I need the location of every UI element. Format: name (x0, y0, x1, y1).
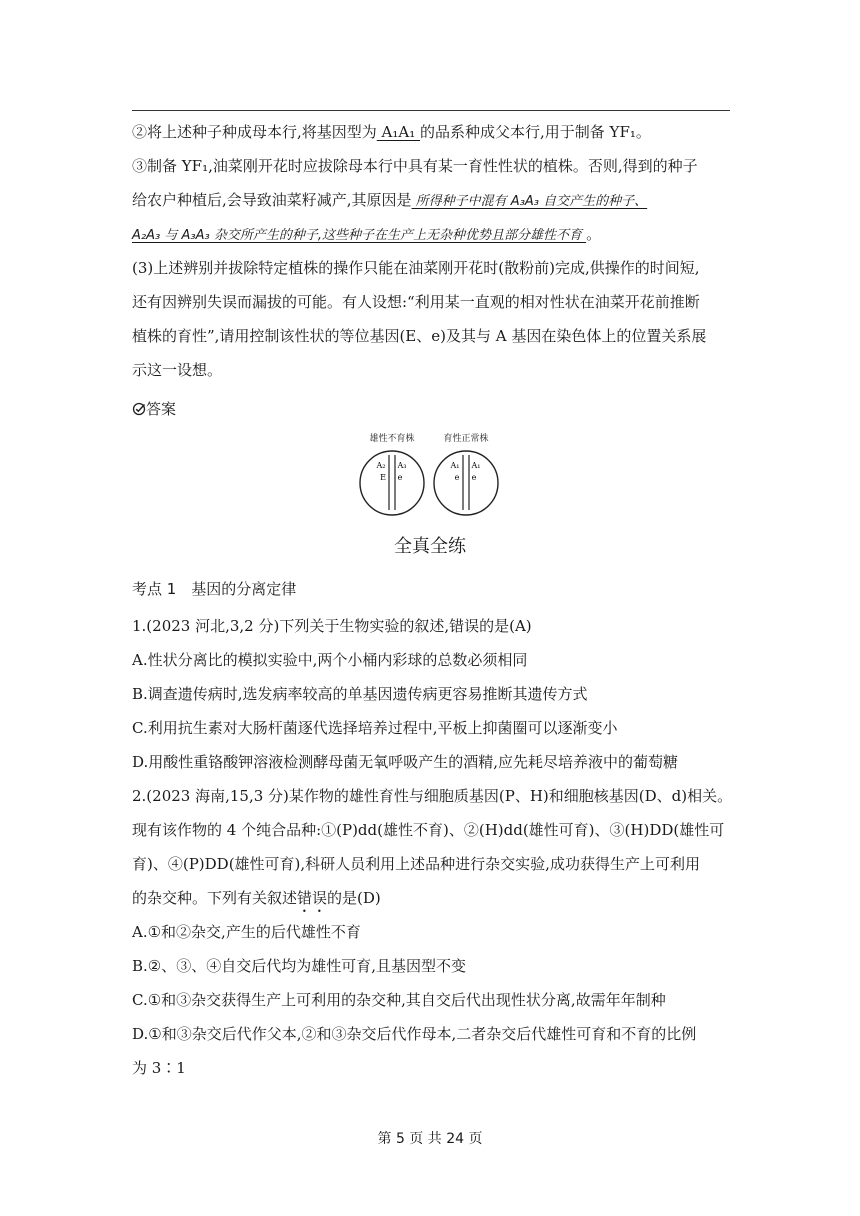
page-footer: 第 5 页 共 24 页 (377, 1131, 483, 1147)
option-d: D.用酸性重铬酸钾溶液检测酵母菌无氧呼吸产生的酒精,应先耗尽培养液中的葡萄糖 (132, 753, 679, 771)
option-d: D.①和③杂交后代作父本,②和③杂交后代作母本,二者杂交后代雄性可育和不育的比例 (132, 1025, 697, 1043)
answer-blank: 所得种子中混有 A₃A₃ 自交产生的种子、 (411, 194, 648, 209)
left-cell (360, 451, 424, 515)
gene-label: e (471, 473, 477, 482)
text-line (132, 360, 732, 380)
answer-label (132, 398, 176, 419)
text-segment: 给农户种植后,会导致油菜籽减产,其原因是 (132, 191, 412, 209)
text-segment: ③制备 YF₁,油菜刚开花时应拔除母本行中具有某一育性性状的植株。否则,得到的种子 (132, 157, 698, 175)
text-segment: 的杂交种。下列有关叙述 (132, 889, 298, 907)
text-line (132, 190, 732, 212)
chromosome-figure (355, 428, 505, 518)
answer-blank: A₁A₁ (376, 123, 421, 141)
topic-heading: 考点 1 基因的分离定律 (132, 580, 297, 598)
text-segment: 示这一设想。 (132, 361, 223, 379)
right-cell (434, 451, 498, 515)
section-title: 全真全练 (394, 536, 466, 557)
question-stem: 现有该作物的 4 个纯合品种:①(P)dd(雄性不育)、②(H)dd(雄性可育)、③(H)DD(雄性可 (132, 821, 725, 839)
text-line (132, 156, 732, 176)
answer-label-text: 答案 (146, 400, 177, 418)
text-line (132, 326, 732, 346)
right-cell-label: 育性正常株 (443, 434, 489, 444)
emphasized-word: 错误 (297, 889, 328, 907)
header-rule (132, 110, 730, 111)
answer-blank: A₂A₃ 与 A₃A₃ 杂交所产生的种子,这些种子在生产上无杂种优势且部分雄性不育 (132, 228, 587, 243)
option-d-continued: 为 3∶1 (132, 1059, 186, 1077)
text-line (132, 122, 732, 142)
option-b: B.调查遗传病时,选发病率较高的单基因遗传病更容易推断其遗传方式 (132, 685, 588, 703)
text-line (132, 292, 732, 312)
question-stem (132, 888, 732, 916)
gene-label: e (454, 473, 460, 482)
option-c: C.①和③杂交获得生产上可利用的杂交种,其自交后代出现性状分离,故需年年制种 (132, 991, 666, 1009)
text-segment: 的是(D) (327, 889, 381, 907)
check-circle-icon (132, 402, 146, 416)
gene-label: A₁ (450, 461, 460, 470)
gene-label: A₁ (471, 461, 481, 470)
option-c: C.利用抗生素对大肠杆菌逐代选择培养过程中,平板上抑菌圈可以逐渐变小 (132, 719, 618, 737)
option-b: B.②、③、④自交后代均为雄性可育,且基因型不变 (132, 957, 467, 975)
text-segment: ②将上述种子种成母本行,将基因型为 (132, 123, 377, 141)
gene-label: e (397, 473, 403, 482)
gene-label: A₃ (397, 461, 407, 470)
left-cell-label: 雄性不育株 (369, 434, 415, 444)
question-stem: 1.(2023 河北,3,2 分)下列关于生物实验的叙述,错误的是(A) (132, 617, 532, 635)
question-stem: 2.(2023 海南,15,3 分)某作物的雄性育性与细胞质基因(P、H)和细胞核基因(D、d)相关。 (132, 787, 733, 805)
text-segment: 。 (586, 225, 602, 243)
question-stem: 育)、④(P)DD(雄性可育),科研人员利用上述品种进行杂交实验,成功获得生产上可利用 (132, 855, 700, 873)
text-segment: 还有因辨别失误而漏拔的可能。有人设想:“利用某一直观的相对性状在油菜开花前推断 (132, 293, 700, 311)
option-a: A.性状分离比的模拟实验中,两个小桶内彩球的总数必须相同 (132, 651, 528, 669)
text-line (132, 224, 732, 246)
gene-label: E (380, 473, 386, 482)
text-segment: (3)上述辨别并拔除特定植株的操作只能在油菜刚开花时(散粉前)完成,供操作的时间短, (132, 259, 700, 277)
option-a: A.①和②杂交,产生的后代雄性不育 (132, 923, 361, 941)
text-segment: 植株的育性”,请用控制该性状的等位基因(E、e)及其与 A 基因在染色体上的位置关系展 (132, 327, 707, 345)
text-segment: 的品系种成父本行,用于制备 YF₁。 (420, 123, 651, 141)
text-line (132, 258, 732, 278)
gene-label: A₂ (376, 461, 386, 470)
